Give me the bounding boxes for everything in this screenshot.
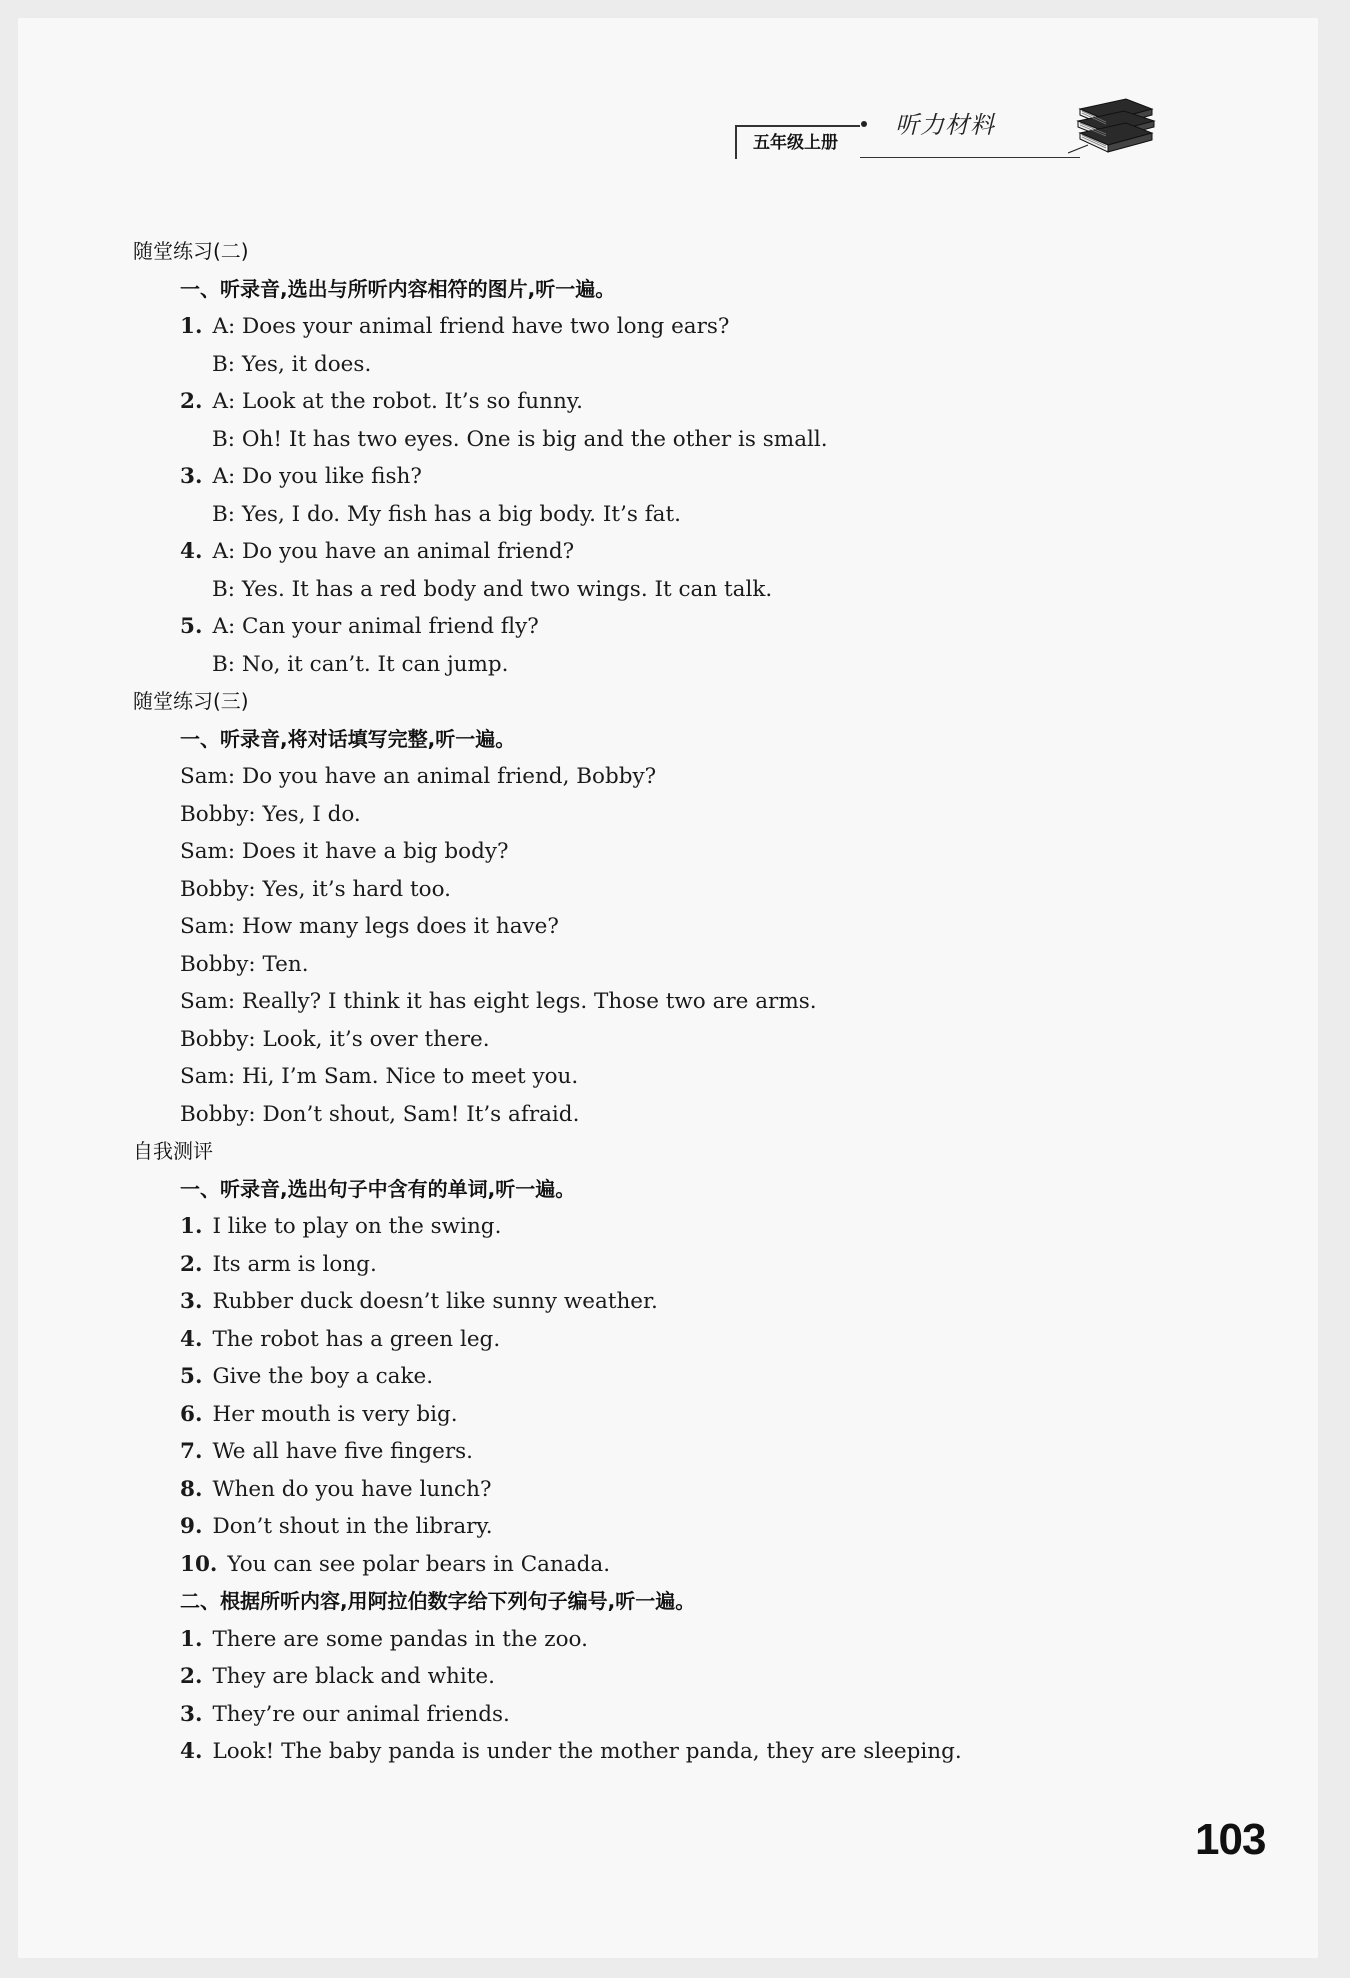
dialogue-line: Sam: Really? I think it has eight legs. Those two are arms. xyxy=(180,989,817,1014)
sentence-line xyxy=(133,1433,1233,1471)
sentence-text: They’re our animal friends. xyxy=(212,1701,510,1727)
dialogue-line: Sam: Does it have a big body? xyxy=(180,839,509,864)
sentence-text: They are black and white. xyxy=(212,1664,495,1689)
sentence-text: Look! The baby panda is under the mother panda, they are sleeping. xyxy=(212,1739,962,1764)
sentence-text: We all have five fingers. xyxy=(212,1439,473,1464)
sentence-text: Don’t shout in the library. xyxy=(212,1514,493,1539)
line-a: A: Look at the robot. It’s so funny. xyxy=(212,389,583,414)
sentence-line xyxy=(133,1508,1233,1546)
question-line xyxy=(133,608,1233,646)
item-number: 1. xyxy=(180,1214,203,1239)
sentence-line xyxy=(133,1246,1233,1284)
dialogue-line: Sam: Hi, I’m Sam. Nice to meet you. xyxy=(180,1064,579,1089)
section-instruction: 一、听录音,将对话填写完整,听一遍。 xyxy=(180,726,516,751)
answer-line: B: No, it can’t. It can jump. xyxy=(212,651,509,677)
sentence-text: Rubber duck doesn’t like sunny weather. xyxy=(212,1289,658,1314)
item-number: 1. xyxy=(180,314,203,339)
sentence-text: When do you have lunch? xyxy=(212,1476,492,1502)
section-title: 自我测评 xyxy=(133,1139,213,1163)
question-line xyxy=(133,308,1233,346)
item-number: 6. xyxy=(180,1401,203,1427)
line-a: A: Does your animal friend have two long ears? xyxy=(212,314,730,339)
sentence-text: Give the boy a cake. xyxy=(212,1364,434,1389)
sentence-text: The robot has a green leg. xyxy=(212,1326,501,1352)
dialogue-line: Bobby: Look, it’s over there. xyxy=(180,1026,490,1052)
sentence-line xyxy=(133,1733,1233,1771)
answer-line: B: Yes, it does. xyxy=(212,351,372,377)
item-number: 3. xyxy=(180,1701,203,1727)
page-header xyxy=(735,95,1165,165)
line-a: A: Do you like fish? xyxy=(212,464,422,489)
sentence-line xyxy=(133,1283,1233,1321)
section-title: 随堂练习(二) xyxy=(133,239,249,263)
item-number: 8. xyxy=(180,1476,203,1502)
header-rule xyxy=(860,157,1080,158)
section-title: 随堂练习(三) xyxy=(133,689,249,713)
dialogue-line: Bobby: Yes, I do. xyxy=(180,801,361,827)
sentence-line xyxy=(133,1696,1233,1734)
item-number: 4. xyxy=(180,539,203,564)
item-number: 3. xyxy=(180,464,203,489)
sentence-line xyxy=(133,1396,1233,1434)
line-a: A: Do you have an animal friend? xyxy=(212,539,575,564)
line-a: A: Can your animal friend fly? xyxy=(212,614,539,639)
question-line xyxy=(133,533,1233,571)
sentence-text: Her mouth is very big. xyxy=(212,1401,458,1427)
section-instruction: 一、听录音,选出与所听内容相符的图片,听一遍。 xyxy=(180,276,616,301)
item-number: 3. xyxy=(180,1289,203,1314)
dialogue-line: Sam: How many legs does it have? xyxy=(180,914,559,939)
item-number: 5. xyxy=(180,1364,203,1389)
sentence-line xyxy=(133,1546,1233,1584)
item-number: 4. xyxy=(180,1326,203,1352)
books-icon xyxy=(1068,95,1164,159)
item-number: 4. xyxy=(180,1739,203,1764)
item-number: 9. xyxy=(180,1514,203,1539)
listening-materials xyxy=(133,233,1233,1771)
sentence-text: I like to play on the swing. xyxy=(212,1214,502,1239)
item-number: 2. xyxy=(180,1664,203,1689)
item-number: 2. xyxy=(180,1251,203,1277)
sentence-line xyxy=(133,1358,1233,1396)
answer-line: B: Yes, I do. My fish has a big body. It’s fat. xyxy=(212,501,681,527)
dialogue-line: Sam: Do you have an animal friend, Bobby? xyxy=(180,764,657,789)
item-number: 1. xyxy=(180,1626,203,1652)
grade-label: 五年级上册 xyxy=(735,125,860,159)
dialogue-line: Bobby: Yes, it’s hard too. xyxy=(180,876,451,902)
sentence-line xyxy=(133,1658,1233,1696)
answer-line: B: Oh! It has two eyes. One is big and the other is small. xyxy=(212,426,828,452)
item-number: 10. xyxy=(180,1551,218,1577)
sentence-line xyxy=(133,1621,1233,1659)
item-number: 2. xyxy=(180,389,203,414)
section-instruction: 一、听录音,选出句子中含有的单词,听一遍。 xyxy=(180,1176,576,1201)
question-line xyxy=(133,383,1233,421)
question-line xyxy=(133,458,1233,496)
answer-line: B: Yes. It has a red body and two wings. It can talk. xyxy=(212,576,773,602)
header-dot xyxy=(861,121,867,127)
sentence-text: You can see polar bears in Canada. xyxy=(227,1551,611,1577)
sentence-line xyxy=(133,1208,1233,1246)
item-number: 7. xyxy=(180,1439,203,1464)
dialogue-line: Bobby: Ten. xyxy=(180,951,309,977)
sentence-line xyxy=(133,1471,1233,1509)
sentence-text: There are some pandas in the zoo. xyxy=(212,1626,588,1652)
section-instruction: 二、根据所听内容,用阿拉伯数字给下列句子编号,听一遍。 xyxy=(180,1589,696,1613)
dialogue-line: Bobby: Don’t shout, Sam! It’s afraid. xyxy=(180,1101,580,1127)
header-title: 听力材料 xyxy=(895,111,995,139)
sentence-line xyxy=(133,1321,1233,1359)
item-number: 5. xyxy=(180,614,203,639)
sentence-text: Its arm is long. xyxy=(212,1251,377,1277)
page-number: 103 xyxy=(1195,1815,1266,1864)
